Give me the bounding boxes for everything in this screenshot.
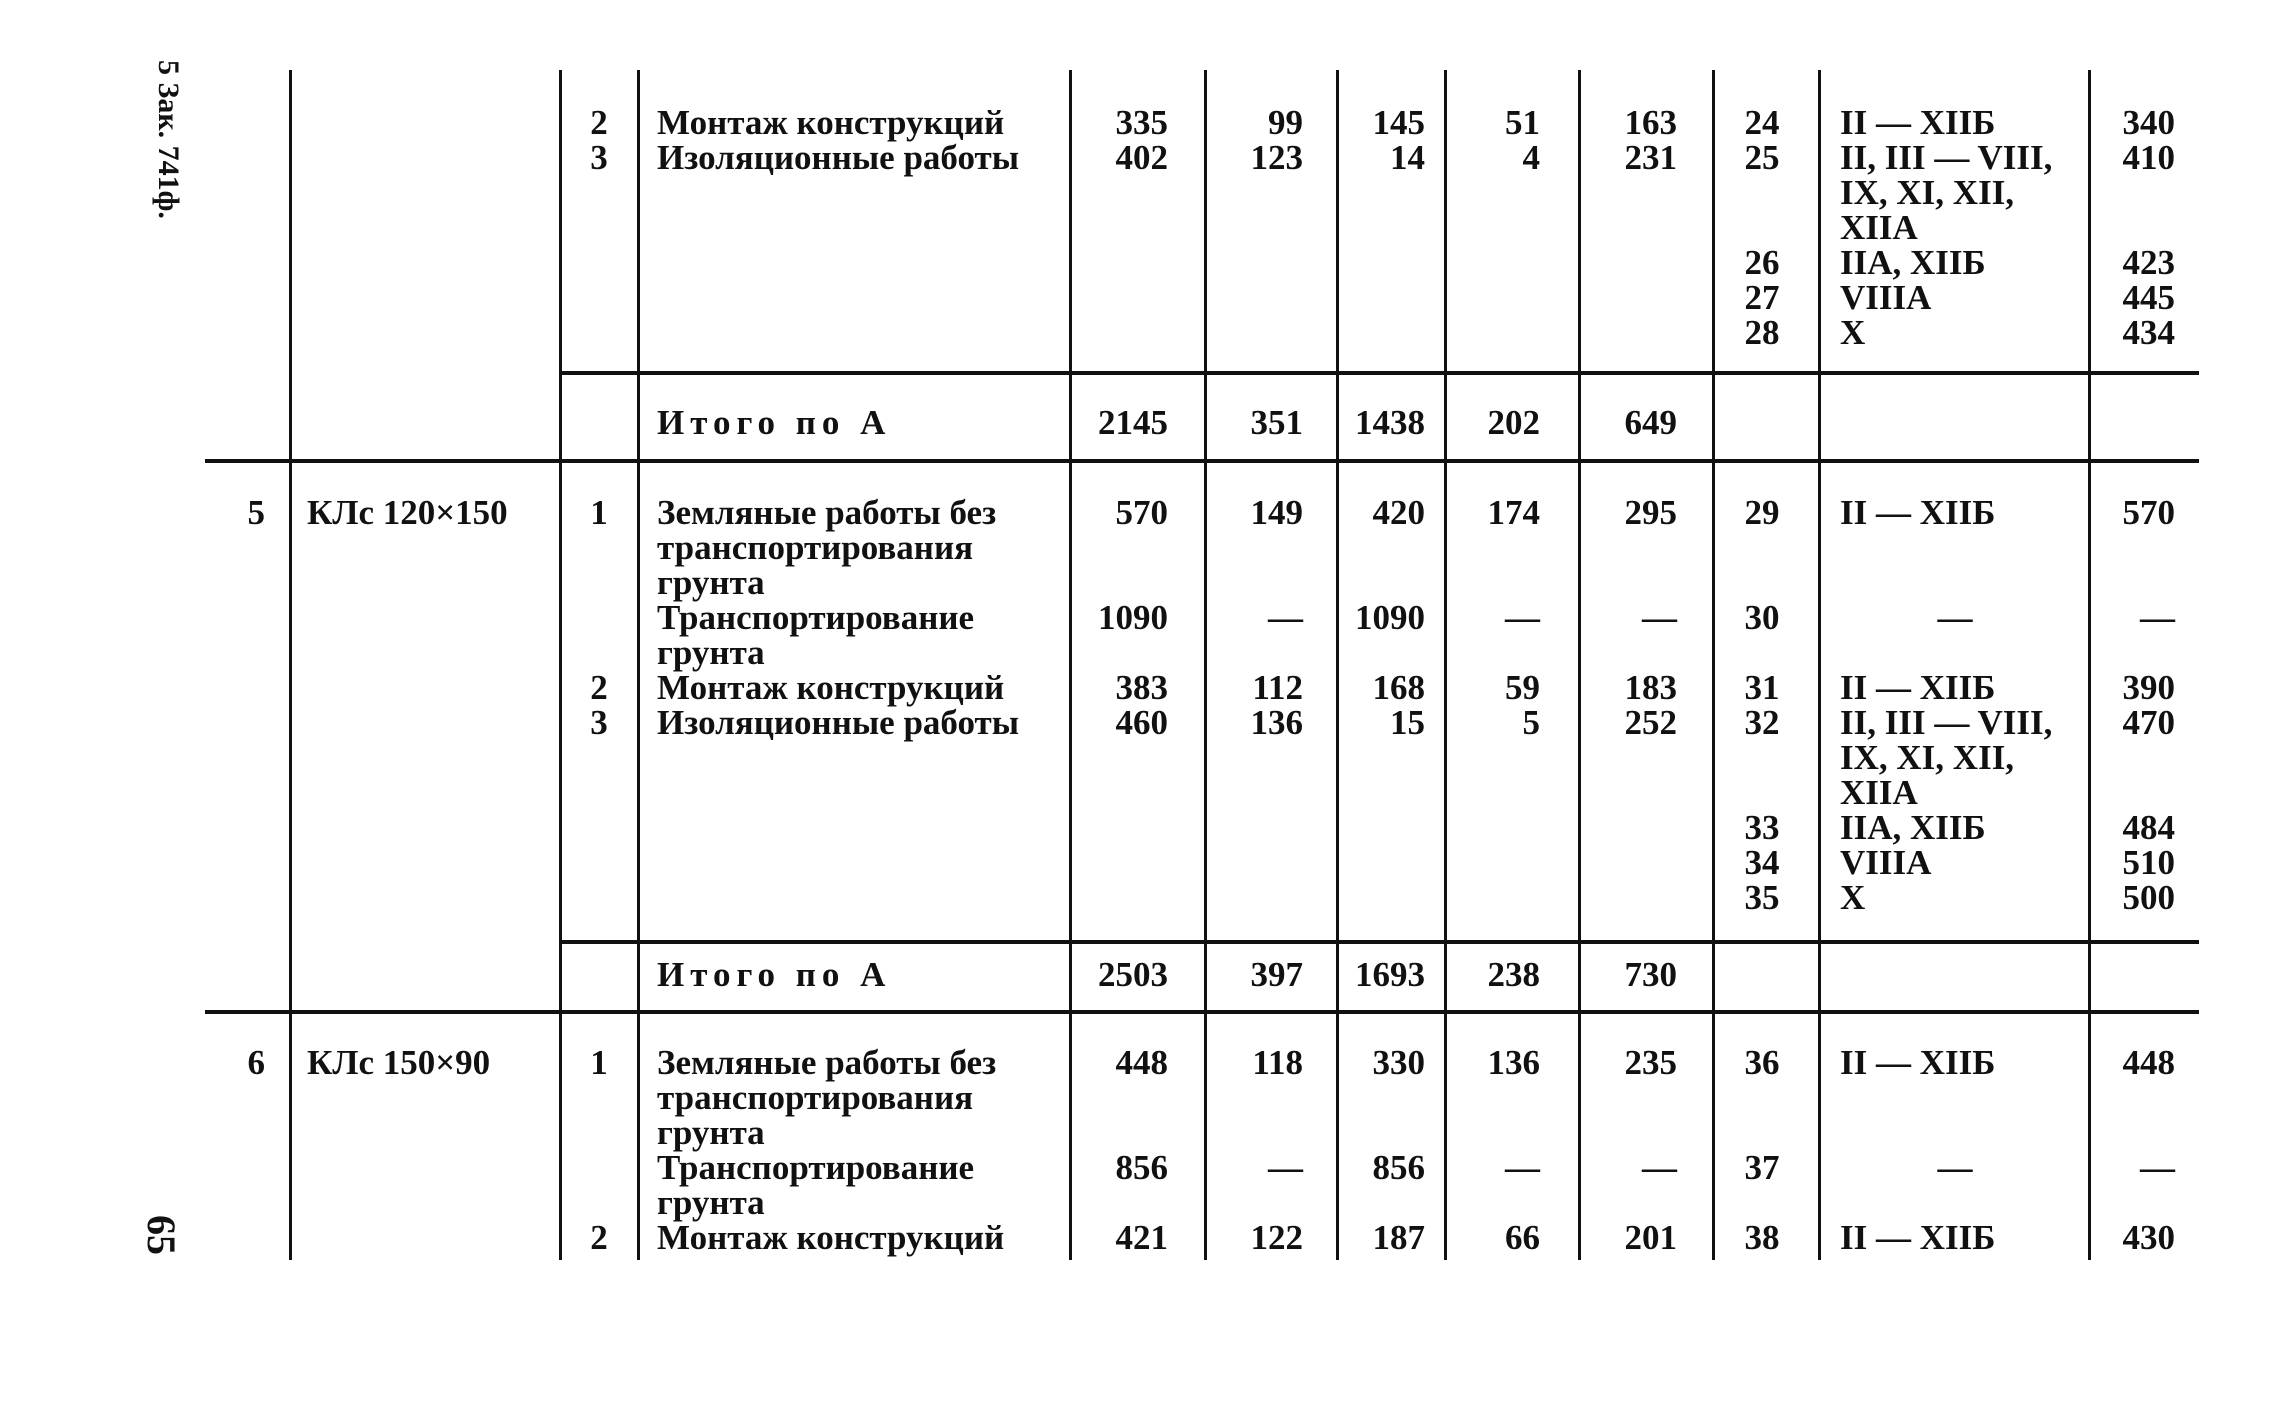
value-4: 5 [1522, 703, 1540, 742]
regions: II — XIIБ [1840, 1043, 1996, 1082]
value-5: 252 [1624, 703, 1677, 742]
value-last: — [2140, 598, 2175, 637]
work-name: Монтаж конструкций [657, 103, 1005, 142]
value-3: 15 [1390, 703, 1425, 742]
value-last: 448 [2122, 1043, 2175, 1082]
total-v3: 1693 [1355, 955, 1425, 994]
stage-number: 2 [590, 103, 608, 142]
rule-h4 [205, 1010, 2199, 1014]
work-name: Изоляционные работы [657, 703, 1020, 742]
stage-number: 2 [590, 1218, 608, 1257]
value-5: 201 [1624, 1218, 1677, 1257]
work-name: Монтаж конструкций [657, 668, 1005, 707]
value-5: 295 [1624, 493, 1677, 532]
value-last: 470 [2122, 703, 2175, 742]
total-v1: 2145 [1098, 403, 1168, 442]
order-note: 5 Зак. 741ф. [152, 60, 185, 219]
total-v2: 397 [1250, 955, 1303, 994]
value-total: 1090 [1098, 598, 1168, 637]
total-label: Итого по А [657, 403, 892, 442]
value-4: 51 [1505, 103, 1540, 142]
item-number: 34 [1744, 843, 1780, 882]
item-number: 27 [1744, 278, 1780, 317]
value-last: 430 [2122, 1218, 2175, 1257]
value-4: 59 [1505, 668, 1540, 707]
total-v2: 351 [1250, 403, 1303, 442]
total-label: Итого по А [657, 955, 892, 994]
work-name: Земляные работы без [657, 1043, 997, 1082]
value-5: 235 [1624, 1043, 1677, 1082]
item-number: 35 [1744, 878, 1780, 917]
rule-v1 [289, 70, 292, 1260]
work-name-line3: грунта [657, 1113, 765, 1152]
rule-v9 [1712, 70, 1715, 1260]
value-3: 420 [1372, 493, 1425, 532]
rule-v4 [1069, 70, 1072, 1260]
item-number: 24 [1744, 103, 1780, 142]
rule-h2 [205, 459, 2199, 463]
item-number: 37 [1744, 1148, 1780, 1187]
regions: II, III — VIII, [1840, 703, 2053, 742]
value-2: 136 [1250, 703, 1303, 742]
page-number: 65 [139, 1215, 184, 1255]
value-2: 99 [1268, 103, 1303, 142]
work-name-line2: грунта [657, 633, 765, 672]
item-number: 31 [1744, 668, 1780, 707]
value-3: 187 [1372, 1218, 1425, 1257]
work-name-line2: транспортирования [657, 528, 974, 567]
value-5: 183 [1624, 668, 1677, 707]
rule-h3 [559, 940, 2199, 944]
stage-number: 1 [590, 1043, 608, 1082]
total-v5: 730 [1624, 955, 1677, 994]
item-number: 29 [1744, 493, 1780, 532]
value-5: — [1642, 1148, 1677, 1187]
regions: II — XIIБ [1840, 1218, 1996, 1257]
value-3: 330 [1372, 1043, 1425, 1082]
value-4: — [1505, 598, 1540, 637]
value-3: 168 [1372, 668, 1425, 707]
value-2: — [1268, 598, 1303, 637]
value-total: 383 [1115, 668, 1168, 707]
value-2: 118 [1252, 1043, 1303, 1082]
value-2: 149 [1250, 493, 1303, 532]
value-2: 112 [1252, 668, 1303, 707]
value-last: 340 [2122, 103, 2175, 142]
value-4: 4 [1522, 138, 1540, 177]
value-2: — [1268, 1148, 1303, 1187]
regions: — [1937, 1148, 1973, 1187]
rule-v7 [1444, 70, 1447, 1260]
rule-v8 [1578, 70, 1581, 1260]
value-total: 460 [1115, 703, 1168, 742]
regions: II — XIIБ [1840, 103, 1996, 142]
value-total: 421 [1115, 1218, 1168, 1257]
work-name-line2: грунта [657, 1183, 765, 1222]
value-total: 856 [1115, 1148, 1168, 1187]
value-last: 423 [2122, 243, 2175, 282]
value-4: 66 [1505, 1218, 1540, 1257]
work-name: Транспортирование [657, 1148, 975, 1187]
item-number: 36 [1744, 1043, 1780, 1082]
regions: — [1937, 598, 1973, 637]
work-name-line3: грунта [657, 563, 765, 602]
regions-line2: IX, XI, XII, [1840, 738, 2015, 777]
value-5: — [1642, 598, 1677, 637]
regions: II — XIIБ [1840, 668, 1996, 707]
item-number: 28 [1744, 313, 1780, 352]
value-total: 335 [1115, 103, 1168, 142]
value-total: 448 [1115, 1043, 1168, 1082]
item-number: 32 [1744, 703, 1780, 742]
value-last: 390 [2122, 668, 2175, 707]
rule-v3 [637, 70, 640, 1260]
regions: VIIIА [1840, 278, 1932, 317]
regions: X [1840, 313, 1866, 352]
value-3: 856 [1372, 1148, 1425, 1187]
work-name-line2: транспортирования [657, 1078, 974, 1117]
value-3: 14 [1390, 138, 1425, 177]
rule-h1 [559, 371, 2199, 375]
value-total: 402 [1115, 138, 1168, 177]
stage-number: 1 [590, 493, 608, 532]
rule-v11 [2088, 70, 2091, 1260]
value-2: 122 [1250, 1218, 1303, 1257]
value-last: 570 [2122, 493, 2175, 532]
value-3: 1090 [1355, 598, 1425, 637]
value-5: 163 [1624, 103, 1677, 142]
rule-v2 [559, 70, 562, 1260]
total-v3: 1438 [1355, 403, 1425, 442]
rule-v10 [1818, 70, 1821, 1260]
value-last: 484 [2122, 808, 2175, 847]
regions: II — XIIБ [1840, 493, 1996, 532]
value-4: — [1505, 1148, 1540, 1187]
total-v1: 2503 [1098, 955, 1168, 994]
item-number: 26 [1744, 243, 1780, 282]
item-number: 38 [1744, 1218, 1780, 1257]
stage-number: 2 [590, 668, 608, 707]
value-3: 145 [1372, 103, 1425, 142]
row-index: 5 [247, 493, 265, 532]
regions: X [1840, 878, 1866, 917]
regions: IIА, XIIБ [1840, 808, 1986, 847]
work-name: Изоляционные работы [657, 138, 1020, 177]
row-index: 6 [247, 1043, 265, 1082]
value-last: 445 [2122, 278, 2175, 317]
regions-line3: XIIА [1840, 773, 1918, 812]
stage-number: 3 [590, 703, 608, 742]
value-last: — [2140, 1148, 2175, 1187]
value-4: 136 [1487, 1043, 1540, 1082]
item-number: 33 [1744, 808, 1780, 847]
regions: II, III — VIII, [1840, 138, 2053, 177]
structure-type: КЛс 150×90 [307, 1043, 491, 1082]
value-last: 434 [2122, 313, 2175, 352]
item-number: 25 [1744, 138, 1780, 177]
regions: IIА, XIIБ [1840, 243, 1986, 282]
total-v5: 649 [1624, 403, 1677, 442]
value-last: 410 [2122, 138, 2175, 177]
item-number: 30 [1744, 598, 1780, 637]
rule-v5 [1204, 70, 1207, 1260]
value-total: 570 [1115, 493, 1168, 532]
total-v4: 202 [1487, 403, 1540, 442]
regions: VIIIА [1840, 843, 1932, 882]
value-last: 500 [2122, 878, 2175, 917]
stage-number: 3 [590, 138, 608, 177]
value-2: 123 [1250, 138, 1303, 177]
value-5: 231 [1624, 138, 1677, 177]
regions-line2: IX, XI, XII, [1840, 173, 2015, 212]
work-name: Земляные работы без [657, 493, 997, 532]
value-4: 174 [1487, 493, 1540, 532]
value-last: 510 [2122, 843, 2175, 882]
rule-v6 [1336, 70, 1339, 1260]
structure-type: КЛс 120×150 [307, 493, 508, 532]
total-v4: 238 [1487, 955, 1540, 994]
work-name: Транспортирование [657, 598, 975, 637]
regions-line3: XIIА [1840, 208, 1918, 247]
work-name: Монтаж конструкций [657, 1218, 1005, 1257]
